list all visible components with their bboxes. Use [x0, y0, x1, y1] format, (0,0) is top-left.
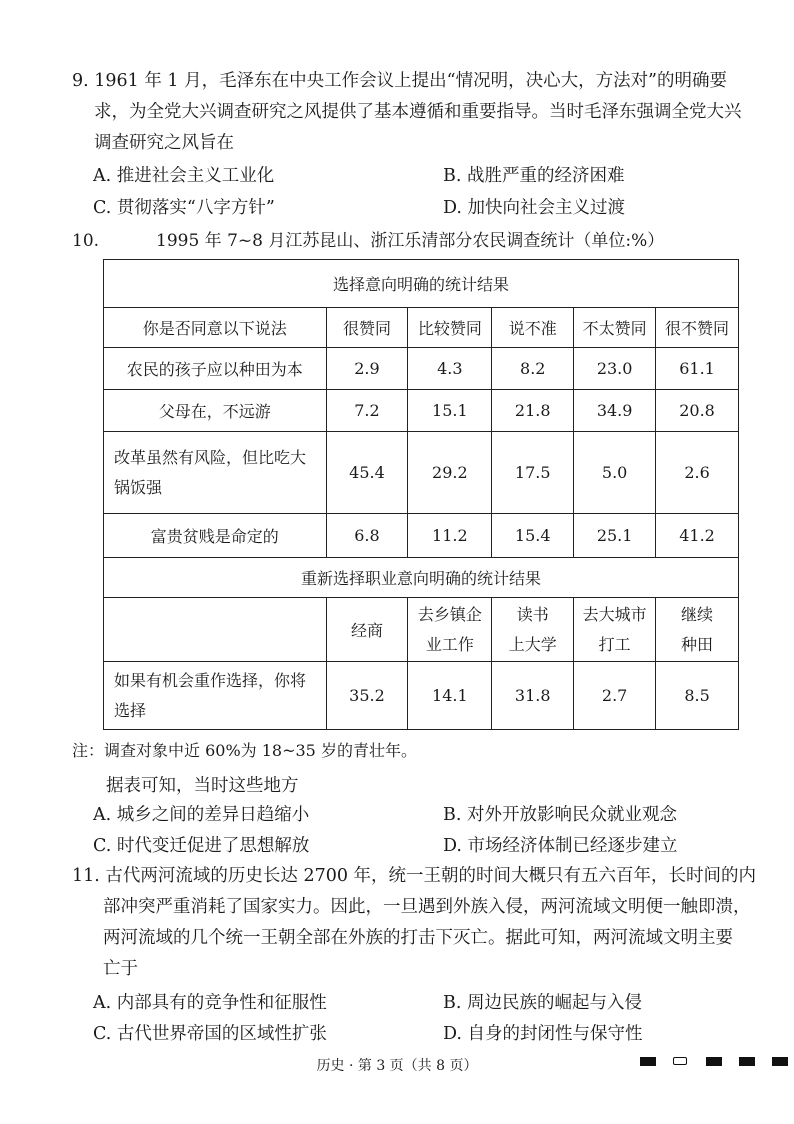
- row-label: 农民的孩子应以种田为本: [104, 348, 327, 390]
- header-line: 去大城市: [582, 604, 647, 624]
- row-label: 富贵贫贱是命定的: [104, 514, 327, 558]
- scan-mark: [739, 1057, 755, 1066]
- table-cell: 21.8: [492, 390, 574, 432]
- section-2-title: 重新选择职业意向明确的统计结果: [104, 558, 739, 598]
- header-line: 打工: [598, 634, 631, 654]
- question-11-options-row-1: [93, 989, 783, 1019]
- table-cell: 4.3: [408, 348, 492, 390]
- header-cell: 比较赞同: [408, 308, 492, 348]
- survey-table: [103, 259, 739, 730]
- header-cell: [408, 598, 492, 662]
- row-label-line: 改革虽然有风险，但比吃大: [114, 447, 307, 467]
- question-11-option-a[interactable]: A. 内部具有的竞争性和征服性: [93, 993, 327, 1013]
- table-row: [104, 390, 739, 432]
- question-9-line: 9. 1961 年 1 月，毛泽东在中央工作会议上提出“情况明，决心大，方法对”的明确要: [72, 71, 728, 91]
- table-section-header: [104, 260, 739, 308]
- question-9-options-row-2: [93, 194, 783, 224]
- question-10-option-c[interactable]: C. 时代变迁促进了思想解放: [93, 836, 310, 856]
- header-line: 继续: [681, 604, 714, 624]
- question-11-stem: [72, 861, 772, 985]
- row-label-line: 锅饭强: [114, 477, 163, 497]
- table-cell: 45.4: [326, 432, 408, 514]
- header-line: 业工作: [425, 634, 474, 654]
- table-cell: 11.2: [408, 514, 492, 558]
- table-cell: 2.9: [326, 348, 408, 390]
- header-cell: 很不赞同: [656, 308, 739, 348]
- question-10-options-row-2: [93, 832, 783, 862]
- table-cell: 15.1: [408, 390, 492, 432]
- question-9-stem: [72, 66, 772, 159]
- table-cell: 15.4: [492, 514, 574, 558]
- table-row: [104, 348, 739, 390]
- question-9-line: 求，为全党大兴调查研究之风提供了基本遵循和重要指导。当时毛泽东强调全党大兴: [94, 102, 742, 122]
- table-note: 注：调查对象中近 60%为 18~35 岁的青壮年。: [72, 741, 417, 760]
- table-cell: 61.1: [656, 348, 739, 390]
- table-caption: 1995 年 7~8 月江苏昆山、浙江乐清部分农民调查统计（单位:%）: [156, 231, 665, 251]
- table-cell: 29.2: [408, 432, 492, 514]
- section-1-title: 选择意向明确的统计结果: [104, 260, 739, 308]
- question-9-options-row-1: [93, 162, 783, 192]
- table-section-header: [104, 558, 739, 598]
- scan-mark: [706, 1057, 722, 1066]
- header-cell: 不太赞同: [574, 308, 656, 348]
- header-line: 上大学: [508, 634, 557, 654]
- question-9-option-d[interactable]: D. 加快向社会主义过渡: [443, 198, 626, 218]
- table-row: [104, 432, 739, 514]
- table-row: [104, 662, 739, 730]
- header-cell: 你是否同意以下说法: [104, 308, 327, 348]
- row-label: 父母在，不远游: [104, 390, 327, 432]
- header-cell: [574, 598, 656, 662]
- question-10-option-d[interactable]: D. 市场经济体制已经逐步建立: [443, 836, 678, 856]
- table-header-row: [104, 598, 739, 662]
- table-cell: 6.8: [326, 514, 408, 558]
- scan-mark: [772, 1057, 788, 1066]
- table-cell: 17.5: [492, 432, 574, 514]
- table-row: [104, 514, 739, 558]
- question-9-option-b[interactable]: B. 战胜严重的经济困难: [443, 166, 625, 186]
- question-11-line: 亡于: [103, 959, 138, 979]
- question-10-option-a[interactable]: A. 城乡之间的差异日趋缩小: [93, 805, 310, 825]
- header-line: 种田: [681, 634, 714, 654]
- header-cell: [326, 598, 408, 662]
- question-11-option-d[interactable]: D. 自身的封闭性与保守性: [443, 1024, 643, 1044]
- scan-mark-hollow: [673, 1057, 687, 1065]
- table-header-row: [104, 308, 739, 348]
- header-line: 经商: [350, 621, 383, 640]
- table-cell: 5.0: [574, 432, 656, 514]
- table-cell: 14.1: [408, 662, 492, 730]
- row-label: [104, 432, 327, 514]
- question-10-stem: 据表可知，当时这些地方: [106, 776, 299, 796]
- question-11-option-b[interactable]: B. 周边民族的崛起与入侵: [443, 993, 642, 1013]
- question-11-option-c[interactable]: C. 古代世界帝国的区域性扩张: [93, 1024, 327, 1044]
- question-9-option-c[interactable]: C. 贯彻落实“八字方针”: [93, 198, 275, 218]
- header-cell: 说不准: [492, 308, 574, 348]
- question-9-line: 调查研究之风旨在: [94, 133, 234, 153]
- header-cell: 很赞同: [326, 308, 408, 348]
- header-line: 去乡镇企: [417, 604, 482, 624]
- table-cell: 31.8: [492, 662, 574, 730]
- table-cell: 25.1: [574, 514, 656, 558]
- table-cell: 7.2: [326, 390, 408, 432]
- header-cell: [656, 598, 739, 662]
- question-11-line: 两河流域的几个统一王朝全部在外族的打击下灭亡。据此可知，两河流域文明主要: [103, 928, 733, 948]
- header-line: 读书: [516, 604, 549, 624]
- row-label-line: 如果有机会重作选择，你将: [114, 670, 307, 690]
- table-cell: 41.2: [656, 514, 739, 558]
- table-cell: 8.5: [656, 662, 739, 730]
- table-cell: 8.2: [492, 348, 574, 390]
- table-cell: 23.0: [574, 348, 656, 390]
- question-10-options-row-1: [93, 801, 783, 831]
- table-cell: 2.7: [574, 662, 656, 730]
- header-cell: [492, 598, 574, 662]
- question-9-option-a[interactable]: A. 推进社会主义工业化: [93, 166, 275, 186]
- table-cell: 34.9: [574, 390, 656, 432]
- scan-mark: [640, 1057, 656, 1066]
- table-cell: 35.2: [326, 662, 408, 730]
- question-10-number: 10.: [72, 231, 100, 251]
- question-11-options-row-2: [93, 1020, 783, 1050]
- question-10-title: [72, 226, 664, 251]
- question-10-option-b[interactable]: B. 对外开放影响民众就业观念: [443, 805, 677, 825]
- table-cell: 2.6: [656, 432, 739, 514]
- row-label-line: 选择: [114, 700, 147, 720]
- question-11-line: 部冲突严重消耗了国家实力。因此，一旦遇到外族入侵，两河流域文明便一触即溃，: [103, 897, 751, 917]
- header-cell-empty: [104, 598, 327, 662]
- table-cell: 20.8: [656, 390, 739, 432]
- question-11-line: 11. 古代两河流域的历史长达 2700 年，统一王朝的时间大概只有五六百年，长时间的内: [72, 866, 757, 886]
- page-footer: 历史 · 第 3 页（共 8 页）: [316, 1058, 478, 1074]
- row-label: [104, 662, 327, 730]
